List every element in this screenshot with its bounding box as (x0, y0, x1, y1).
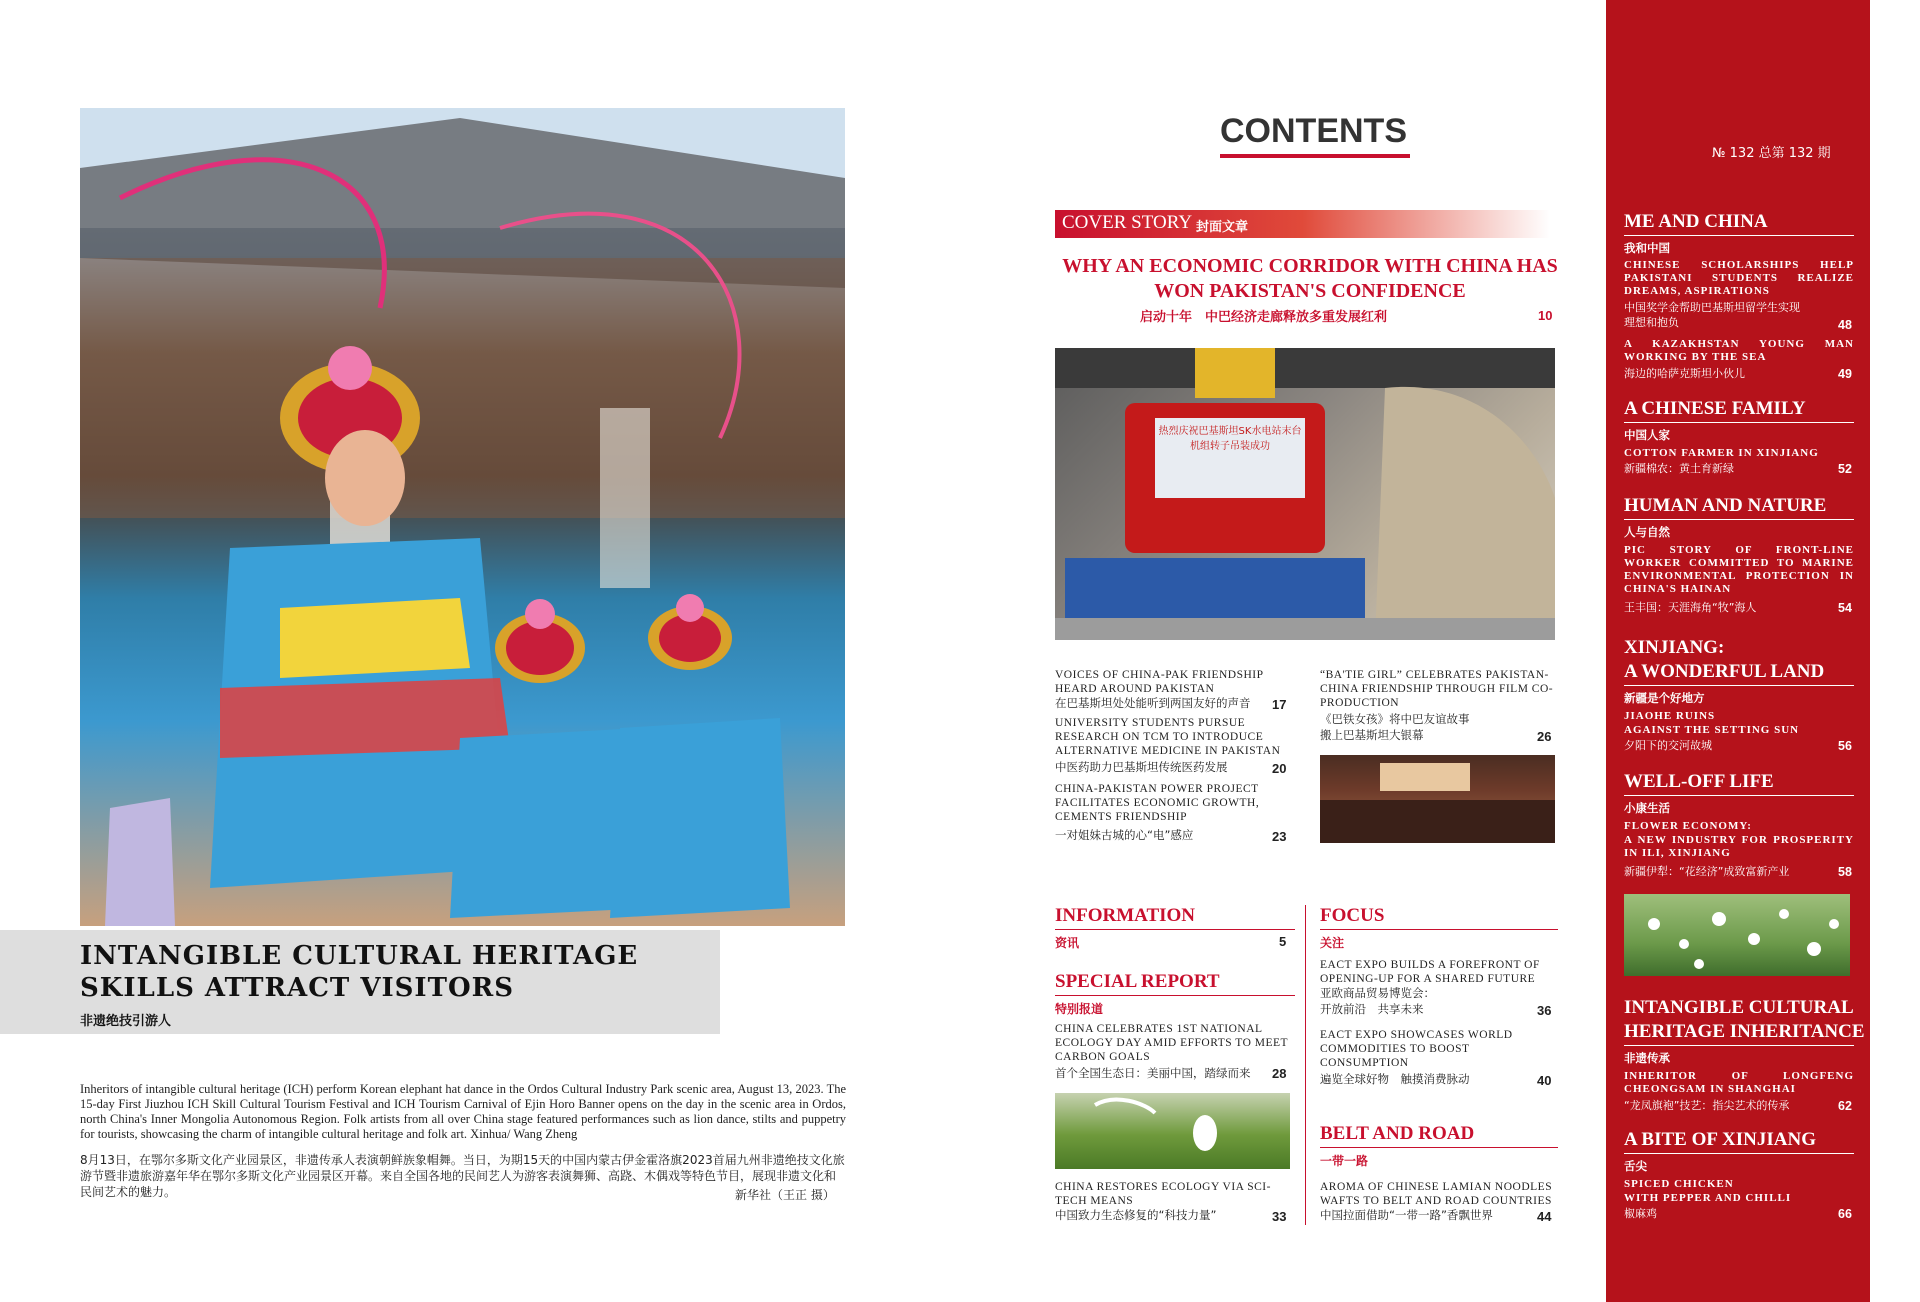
film-screening-illustration (1320, 755, 1555, 843)
toc-item-23-cn: 一对姐妹古城的心“电”感应 (1055, 828, 1194, 842)
sidebar-rule (1624, 685, 1854, 686)
section-special-report-rule (1055, 995, 1295, 996)
sidebar-section-cn: 中国人家 (1624, 428, 1670, 442)
sidebar-section-a-chinese-family[interactable]: A CHINESE FAMILY (1624, 398, 1806, 419)
toc-item-26[interactable]: “BA'TIE GIRL” CELEBRATES PAKISTAN-CHINA FRIENDSHIP THROUGH FILM CO-PRODUCTION (1320, 669, 1554, 709)
contents-heading: CONTENTS (1220, 112, 1407, 150)
section-focus-rule (1320, 929, 1558, 930)
sidebar-rule (1624, 1045, 1854, 1046)
toc-item-20[interactable]: UNIVERSITY STUDENTS PURSUE RESEARCH ON TCM TO INTRODUCE ALTERNATIVE MEDICINE IN PAKISTAN (1055, 717, 1281, 757)
sidebar-item-58-page: 58 (1838, 865, 1852, 879)
sidebar-item-58-cn: 新疆伊犁：“花经济”成致富新产业 (1624, 865, 1790, 878)
sidebar-item-56-line2[interactable]: AGAINST THE SETTING SUN (1624, 724, 1800, 736)
toc-item-26-cn2: 搬上巴基斯坦大银幕 (1320, 728, 1424, 742)
toc-item-40-cn: 遍览全球好物 触摸消费脉动 (1320, 1072, 1470, 1086)
photo-credit: 新华社（王正 摄） (735, 1188, 835, 1202)
section-belt-and-road[interactable]: BELT AND ROAD (1320, 1123, 1475, 1144)
section-focus[interactable]: FOCUS (1320, 905, 1385, 926)
dance-photo (80, 108, 845, 926)
feature-title: INTANGIBLE CULTURAL HERITAGE SKILLS ATTRACT VISITORS (80, 941, 639, 1003)
sidebar-item-54-page: 54 (1838, 601, 1852, 615)
sidebar-section-a-bite-of-xinjiang[interactable]: A BITE OF XINJIANG (1624, 1129, 1816, 1150)
sidebar-rule (1624, 1153, 1854, 1154)
toc-item-44-cn: 中国拉面借助“一带一路”香飘世界 (1320, 1208, 1493, 1222)
toc-item-17-page: 17 (1272, 697, 1287, 712)
sidebar-rule (1624, 235, 1854, 236)
sidebar-item-56-page: 56 (1838, 739, 1852, 753)
sidebar-item-52-cn: 新疆棉农：黄土育新绿 (1624, 462, 1734, 475)
section-belt-and-road-cn: 一带一路 (1320, 1154, 1369, 1168)
cover-photo-banner: 热烈庆祝巴基斯坦SK水电站末台机组转子吊装成功 (1158, 426, 1302, 452)
sidebar-section-cn: 我和中国 (1624, 241, 1670, 255)
flowers-photo (1624, 894, 1850, 976)
toc-item-44[interactable]: AROMA OF CHINESE LAMIAN NOODLES WAFTS TO BELT AND ROAD COUNTRIES (1320, 1181, 1553, 1207)
sidebar-item-58-line2[interactable]: A NEW INDUSTRY FOR PROSPERITY IN ILI, XINJIANG (1624, 834, 1854, 859)
sidebar-item-66-line2[interactable]: WITH PEPPER AND CHILLI (1624, 1192, 1792, 1204)
sidebar-item-48[interactable]: CHINESE SCHOLARSHIPS HELP PAKISTANI STUDENTS REALIZE DREAMS, ASPIRATIONS (1624, 259, 1854, 297)
sidebar-section-ich-inheritance-line2[interactable]: HERITAGE INHERITANCE (1624, 1021, 1865, 1042)
egret-illustration (1055, 1093, 1290, 1169)
dance-photo-illustration (80, 108, 845, 926)
sidebar-section-well-off-life[interactable]: WELL-OFF LIFE (1624, 771, 1774, 792)
section-special-report[interactable]: SPECIAL REPORT (1055, 971, 1220, 992)
toc-item-17-cn: 在巴基斯坦处处能听到两国友好的声音 (1055, 696, 1251, 710)
toc-item-20-cn: 中医药助力巴基斯坦传统医药发展 (1055, 760, 1228, 774)
toc-item-36[interactable]: EACT EXPO BUILDS A FOREFRONT OF OPENING-UP FOR A SHARED FUTURE (1320, 959, 1540, 985)
toc-item-28-page: 28 (1272, 1066, 1287, 1081)
sidebar-item-54[interactable]: PIC STORY OF FRONT-LINE WORKER COMMITTED TO MARINE ENVIRONMENTAL PROTECTION IN CHINA'S HAINAN (1624, 544, 1854, 595)
sidebar-section-human-and-nature[interactable]: HUMAN AND NATURE (1624, 495, 1827, 516)
sidebar-section-cn: 人与自然 (1624, 525, 1670, 539)
cover-story-label-cn: 封面文章 (1196, 220, 1249, 235)
sidebar-section-ich-inheritance[interactable]: INTANGIBLE CULTURAL (1624, 997, 1854, 1018)
toc-item-23[interactable]: CHINA-PAKISTAN POWER PROJECT FACILITATES ECONOMIC GROWTH, CEMENTS FRIENDSHIP (1055, 783, 1260, 823)
toc-item-36-cn2: 开放前沿 共享未来 (1320, 1002, 1424, 1016)
section-information-rule (1055, 929, 1295, 930)
hydropower-photo-illustration (1055, 348, 1555, 640)
toc-item-33-page: 33 (1272, 1209, 1287, 1224)
sidebar-section-xinjiang[interactable]: XINJIANG: (1624, 637, 1725, 658)
toc-item-28-cn: 首个全国生态日：美丽中国，踏绿而来 (1055, 1066, 1251, 1080)
toc-item-17[interactable]: VOICES OF CHINA-PAK FRIENDSHIP HEARD AROUND PAKISTAN (1055, 669, 1264, 695)
issue-number: № 132 总第 132 期 (1712, 146, 1831, 161)
sidebar-item-56[interactable]: JIAOHE RUINS (1624, 710, 1716, 722)
sidebar-item-49-cn: 海边的哈萨克斯坦小伙儿 (1624, 367, 1745, 380)
column-divider (1305, 905, 1306, 1225)
toc-item-36-cn: 亚欧商品贸易博览会： (1320, 986, 1435, 1000)
toc-item-23-page: 23 (1272, 829, 1287, 844)
section-information[interactable]: INFORMATION (1055, 905, 1196, 926)
toc-item-40[interactable]: EACT EXPO SHOWCASES WORLD COMMODITIES TO BOOST CONSUMPTION (1320, 1029, 1513, 1069)
sidebar-section-cn: 新疆是个好地方 (1624, 691, 1705, 705)
cover-story-title[interactable]: WHY AN ECONOMIC CORRIDOR WITH CHINA HAS WON PAKISTAN'S CONFIDENCE (1062, 255, 1558, 302)
sidebar-item-52-page: 52 (1838, 462, 1852, 476)
sidebar-item-66[interactable]: SPICED CHICKEN (1624, 1178, 1734, 1190)
section-special-report-cn: 特别报道 (1055, 1002, 1104, 1016)
sidebar-item-49[interactable]: A KAZAKHSTAN YOUNG MAN WORKING BY THE SEA (1624, 338, 1854, 363)
toc-item-26-cn1: 《巴铁女孩》将中巴友谊故事 (1320, 712, 1470, 726)
toc-item-28[interactable]: CHINA CELEBRATES 1ST NATIONAL ECOLOGY DAY AMID EFFORTS TO MEET CARBON GOALS (1055, 1023, 1288, 1063)
cover-story-label: COVER STORY (1062, 212, 1193, 233)
section-information-page: 5 (1279, 934, 1287, 949)
toc-item-44-page: 44 (1537, 1209, 1552, 1224)
sidebar-item-62-cn: “龙凤旗袍”技艺：指尖艺术的传承 (1624, 1099, 1790, 1112)
sidebar-rule (1624, 795, 1854, 796)
sidebar-item-49-page: 49 (1838, 367, 1852, 381)
toc-item-20-page: 20 (1272, 761, 1287, 776)
sidebar-item-56-cn: 夕阳下的交河故城 (1624, 739, 1712, 752)
sidebar-item-48-cn: 中国奖学金帮助巴基斯坦留学生实现理想和抱负 (1624, 301, 1800, 329)
toc-item-33-cn: 中国致力生态修复的“科技力量” (1055, 1208, 1217, 1222)
sidebar-item-62-page: 62 (1838, 1099, 1852, 1113)
sidebar-section-cn: 非遗传承 (1624, 1051, 1670, 1065)
sidebar-rule (1624, 422, 1854, 423)
cover-story-page: 10 (1538, 308, 1553, 323)
toc-item-40-page: 40 (1537, 1073, 1552, 1088)
sidebar-item-54-cn: 王丰国：天涯海角“牧”海人 (1624, 601, 1757, 614)
flowers-illustration (1624, 894, 1850, 976)
toc-item-26-page: 26 (1537, 729, 1552, 744)
sidebar-item-52[interactable]: COTTON FARMER IN XINJIANG (1624, 447, 1819, 459)
feature-caption-cn: 8月13日，在鄂尔多斯文化产业园景区，非遗传承人表演朝鲜族象帽舞。当日，为期15天的中国内蒙古伊金霍洛旗2023首届九州非遗绝技文化旅游节暨非遗旅游嘉年华在鄂尔多斯文化产业园景区开幕。来自全国各地的民间艺人为游客表演舞狮、高跷、木偶戏等特色节目，展现非遗文化和民间艺术的魅力。 (80, 1153, 845, 1199)
sidebar-item-66-page: 66 (1838, 1207, 1852, 1221)
cover-story-title-cn: 启动十年 中巴经济走廊释放多重发展红利 (1140, 310, 1388, 325)
sidebar-item-58[interactable]: FLOWER ECONOMY: (1624, 820, 1752, 832)
sidebar-section-me-and-china[interactable]: ME AND CHINA (1624, 211, 1768, 232)
section-information-cn: 资讯 (1055, 936, 1080, 950)
sidebar-item-66-cn: 椒麻鸡 (1624, 1207, 1657, 1220)
section-belt-and-road-rule (1320, 1147, 1558, 1148)
sidebar-section-xinjiang-line2[interactable]: A WONDERFUL LAND (1624, 661, 1825, 682)
contents-underline (1220, 154, 1410, 158)
sidebar-rule (1624, 519, 1854, 520)
feature-subtitle-cn: 非遗绝技引游人 (80, 1014, 172, 1029)
sidebar-section-cn: 小康生活 (1624, 801, 1670, 815)
sidebar-section-cn: 舌尖 (1624, 1159, 1647, 1173)
film-screening-photo (1320, 755, 1555, 843)
toc-item-36-page: 36 (1537, 1003, 1552, 1018)
section-focus-cn: 关注 (1320, 936, 1345, 950)
toc-item-33[interactable]: CHINA RESTORES ECOLOGY VIA SCI-TECH MEANS (1055, 1181, 1271, 1207)
sidebar-item-62[interactable]: INHERITOR OF LONGFENG CHEONGSAM IN SHANGHAI (1624, 1070, 1854, 1095)
cover-story-photo (1055, 348, 1555, 640)
egret-photo (1055, 1093, 1290, 1169)
sidebar-item-48-page: 48 (1838, 318, 1852, 332)
feature-caption-en: Inheritors of intangible cultural heritage (ICH) perform Korean elephant hat dance in the Ordos Cultural Industry Park scenic area, August 13, 2023. The 15-day First Jiuzhou ICH Skill Cultural Tourism Festival and ICH Tourism Carnival of Ejin Horo Banner opens on the day in the scenic area in Ordos, north China's Inner Mongolia Autonomous Region. Folk artists from all over China stage featured performances such as lion dance, stilts and puppetry for tourists, showcasing the charm of intangible cultural heritage and folk art. Xinhua/ Wang Zheng (80, 1082, 846, 1141)
